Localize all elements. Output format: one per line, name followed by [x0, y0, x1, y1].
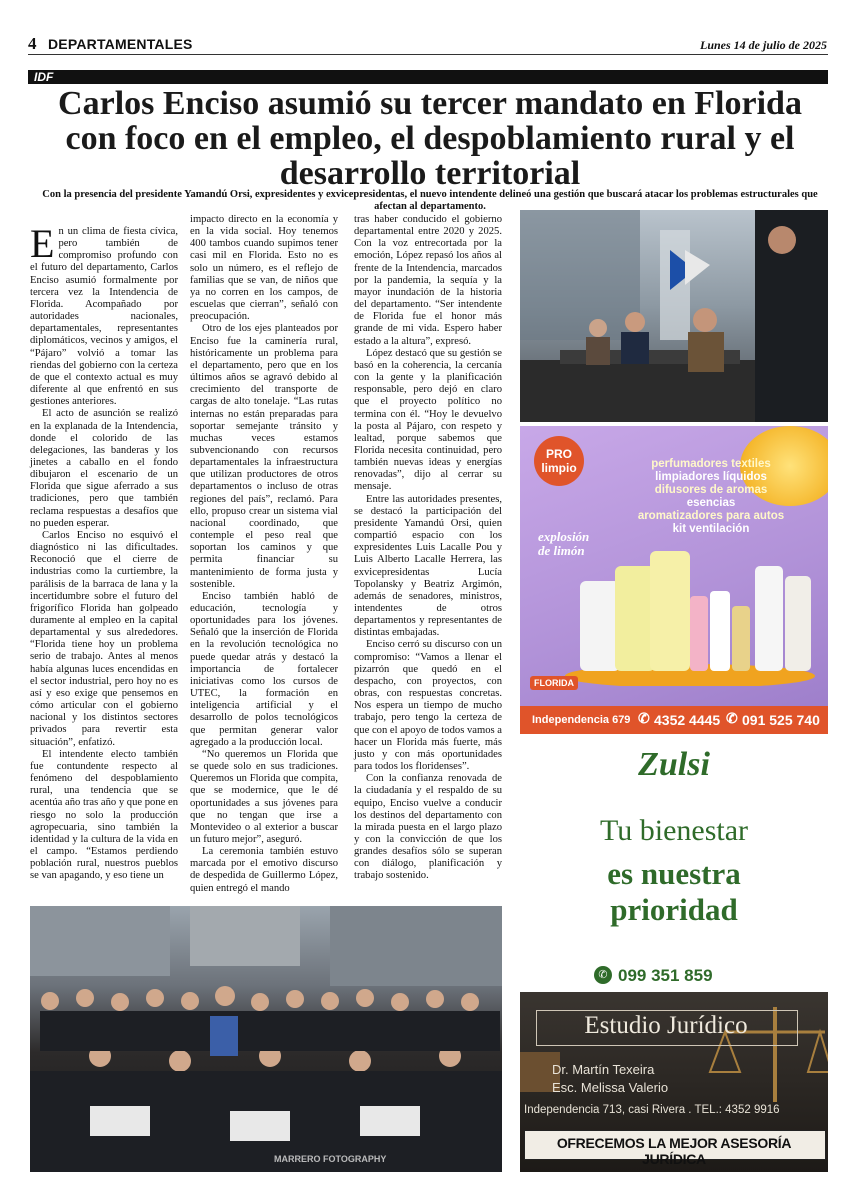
product-line: limpiadores líquidos: [655, 471, 767, 483]
paragraph: Entre las autoridades presentes, se destacó la participación del presidente Yamandú Orsi, quien compartió espacio con los expresidentes Luis Lacalle Pou y Luis Alberto Lacalle Herrera, las exvicepresidentas Lucía Topolansky y Beatriz Argimón, además de senadores, ministros, intendentes de otros departamentos y representantes de distintas embajadas.: [354, 493, 502, 639]
zulsi-phone[interactable]: 099 351 859: [618, 966, 713, 985]
paragraph: Enciso cerró su discurso con un compromiso: “Vamos a llenar el pizarrón que quedó en el despacho, con proyectos, con obras, con respuestas concretas. Nos espera un tiempo de mucho trabajo, pero tengo la certeza de que con el apoyo de todos vamos a hacer un Florida más fuerte, más justo y con más oportunidades para todos los floridenses”.: [354, 639, 502, 773]
header-rule: [28, 54, 828, 55]
article-column-1: [30, 221, 178, 882]
prolimpio-logo: [534, 436, 584, 486]
prolimpio-contact-bar: [520, 706, 828, 734]
page-number: 4: [28, 34, 37, 53]
product-line: difusores de aromas: [654, 484, 768, 496]
issue-date: Lunes 14 de julio de 2025: [699, 38, 827, 52]
paragraph: El intendente electo también fue contundente respecto al fenómeno del despoblamiento rural, una tendencia que se acentúa año tras año y que pone en riesgo no solo la producción agropecuaria, sino también la identidad y la cultura de la vida en el campo. “Estamos perdiendo población rural, nuestros pueblos se van apagando, y eso tiene un: [30, 748, 178, 882]
store-badge: FLORIDA: [530, 676, 578, 690]
prolimpio-ad[interactable]: [520, 426, 828, 734]
crowd-photo-illustration: [30, 906, 502, 1172]
paragraph: La ceremonia también estuvo marcada por el emotivo discurso de despedida de Guillermo López, quien entregó el mando: [190, 846, 338, 894]
ceremony-photo-illustration: [520, 210, 828, 422]
whatsapp-icon: ✆: [726, 710, 738, 726]
paragraph: López destacó que su gestión se basó en la coherencia, la cercanía con la gente y la planificación responsable, pero dejó en claro que el proyecto político no termina con él. “Hoy le devuelvo la posta al Pájaro, con respeto y lealtad, porque sabemos que Florida necesita continuidad, pero también nuevas ideas y energías renovadas”, dijo al cerrar su mensaje.: [354, 347, 502, 493]
article-column-2: [190, 214, 338, 895]
estudio-address[interactable]: Independencia 713, casi Rivera . TEL.: 4352 9916: [524, 1104, 780, 1116]
estudio-title: Estudio Jurídico: [584, 1012, 748, 1039]
article-headline: Carlos Enciso asumió su tercer mandato en Florida con foco en el empleo, el despoblamiento rural y el desarrollo territorial: [58, 85, 802, 192]
article-deck: Con la presencia del presidente Yamandú Orsi, expresidentes y exvicepresidentas, el nuevo intendente delineó una gestión que buscará atacar los problemas estructurales que afectan al departamento.: [42, 189, 818, 212]
paragraph: tras haber conducido el gobierno departamental entre 2020 y 2025. Con la voz entrecortada por la emoción, López repasó los años al frente de la Intendencia, marcados por la pandemia, la sequía y la mayor inundación de la historia del departamento. “Ser intendente de Florida fue el honor más grande de mi vida. Espero haber estado a la altura”, expresó.: [354, 214, 502, 347]
whatsapp-icon: ✆: [594, 966, 612, 984]
ceremony-photo: [520, 210, 828, 422]
article-column-3: [354, 214, 502, 883]
paragraph: En un clima de fiesta cívica, pero también de compromiso profundo con el futuro del departamento, Carlos Enciso asumió formalmente por tercera vez la Intendencia de Florida. Acompañado por autoridades nacionales, departamentales, representantes diplomáticos, vecinos y amigos, el “Pájaro” volvió a tomar las riendas del gobierno con la certeza de que el contexto actual es muy diferente al que enfrentó en sus gestiones anteriores.: [30, 221, 178, 408]
paragraph: impacto directo en la economía y en la vida social. Hoy tenemos 400 tambos cuando supimos tener casi mil en Florida. Esto no es solo un número, es el reflejo de familias que se van, de niños que ya no corren en los campos, de escuelas que cierran”, señaló con preocupación.: [190, 214, 338, 323]
zulsi-line-1: Tu bienestar: [599, 814, 749, 847]
promo-text: explosión de limón: [538, 529, 590, 558]
prolimpio-whatsapp[interactable]: 091 525 740: [742, 712, 820, 728]
prolimpio-logo-bottom: limpio: [541, 461, 577, 475]
zulsi-line-3: prioridad: [610, 892, 738, 927]
phone-icon: ✆: [638, 710, 650, 726]
lawyer-name-1: Dr. Martín Texeira: [552, 1062, 655, 1077]
estudio-juridico-ad[interactable]: [520, 992, 828, 1172]
drop-cap: E: [30, 221, 55, 266]
photo-credit: MARRERO FOTOGRAPHY: [274, 1154, 387, 1164]
product-line: aromatizadores para autos: [637, 510, 785, 522]
product-line: kit ventilación: [672, 523, 750, 535]
paragraph: Con la confianza renovada de la ciudadanía y el respaldo de su equipo, Enciso vuelve a conducir los destinos del departamento con la mirada puesta en el largo plazo y con la convicción de que los grandes desafíos sólo se superan con diálogo, planificación y trabajo sostenido.: [354, 773, 502, 882]
paragraph: Otro de los ejes planteados por Enciso fue la caminería rural, históricamente un problema para el departamento, pero que en los últimos años se agravó debido al crecimiento del transporte de cargas de alto tonelaje. “Las rutas internas no están preparadas para soportar semejante tránsito y muchas veces estamos subvencionando con recursos departamentales la infraestructura que utilizan productores de otros departamentos o incluso de otras regiones del país”, reclamó. Para ello, propuso crear un sistema vial nacional coordinado, que contemple el peso real que soportan los caminos y que permita financiar su mantenimiento de forma justa y sostenible.: [190, 323, 338, 590]
lawyer-name-2: Esc. Melissa Valerio: [552, 1080, 669, 1095]
prolimpio-products: [606, 458, 816, 536]
product-line: esencias: [686, 497, 736, 509]
prolimpio-logo-top: PRO: [545, 447, 572, 461]
zulsi-ad[interactable]: [520, 738, 828, 990]
section-tag-bar: [28, 70, 828, 84]
section-title: DEPARTAMENTALES: [48, 36, 193, 52]
prolimpio-address: Independencia 679: [532, 714, 631, 726]
crowd-photo: [30, 906, 502, 1172]
product-line: perfumadores textiles: [651, 458, 771, 470]
paragraph: “No queremos un Florida que se quede solo en sus tradiciones. Queremos un Florida que compita, que se modernice, que le dé oportunidades a sus jóvenes para que no tengan que irse a Montevideo o al exterior a buscar un futuro mejor”, aseguró.: [190, 748, 338, 845]
prolimpio-phone[interactable]: 4352 4445: [654, 712, 721, 728]
paragraph: Enciso también habló de educación, tecnología y oportunidades para los jóvenes. Señaló que la inserción de Florida en la revolución tecnológica no puede quedar atrás y destacó la importancia de fortalecer iniciativas como los cursos de UTEC, la formación en inteligencia artificial y el desarrollo de polos tecnológicos que permitan generar valor agregado a la producción local.: [190, 590, 338, 748]
zulsi-line-2: es nuestra: [607, 856, 741, 891]
paragraph: El acto de asunción se realizó en la explanada de la Intendencia, donde el colorido de las delegaciones, las banderas y los jinetes a caballo en el fondo dibujaron el escenario de un Florida que sigue aferrado a sus tradiciones, pero que también reclama respuestas a desafíos que no pueden esperar.: [30, 408, 178, 529]
section-tag: IDF: [34, 70, 54, 84]
estudio-slogan: OFRECEMOS LA MEJOR ASESORÍA JURÍDICA: [556, 1135, 792, 1167]
zulsi-logo: Zulsi: [638, 746, 710, 783]
product-bottles-illustration: [560, 536, 820, 686]
paragraph: Carlos Enciso no esquivó el diagnóstico ni las dificultades. Reconoció que el cierre de industrias como la curtiembre, la parálisis de la barraca de lana y la incertidumbre sobre el futuro del frigorífico Florida han golpeado duramente al empleo en la capital departamental y sus alrededores. “Florida tiene hoy un problema serio de trabajo. Antes al menos había algunas luces encendidas en el sector industrial, pero hoy no es así y eso exige que pensemos en cómo articular con el gobierno nacional y los distintos sectores privados para revertir esta situación”, enfatizó.: [30, 529, 178, 748]
